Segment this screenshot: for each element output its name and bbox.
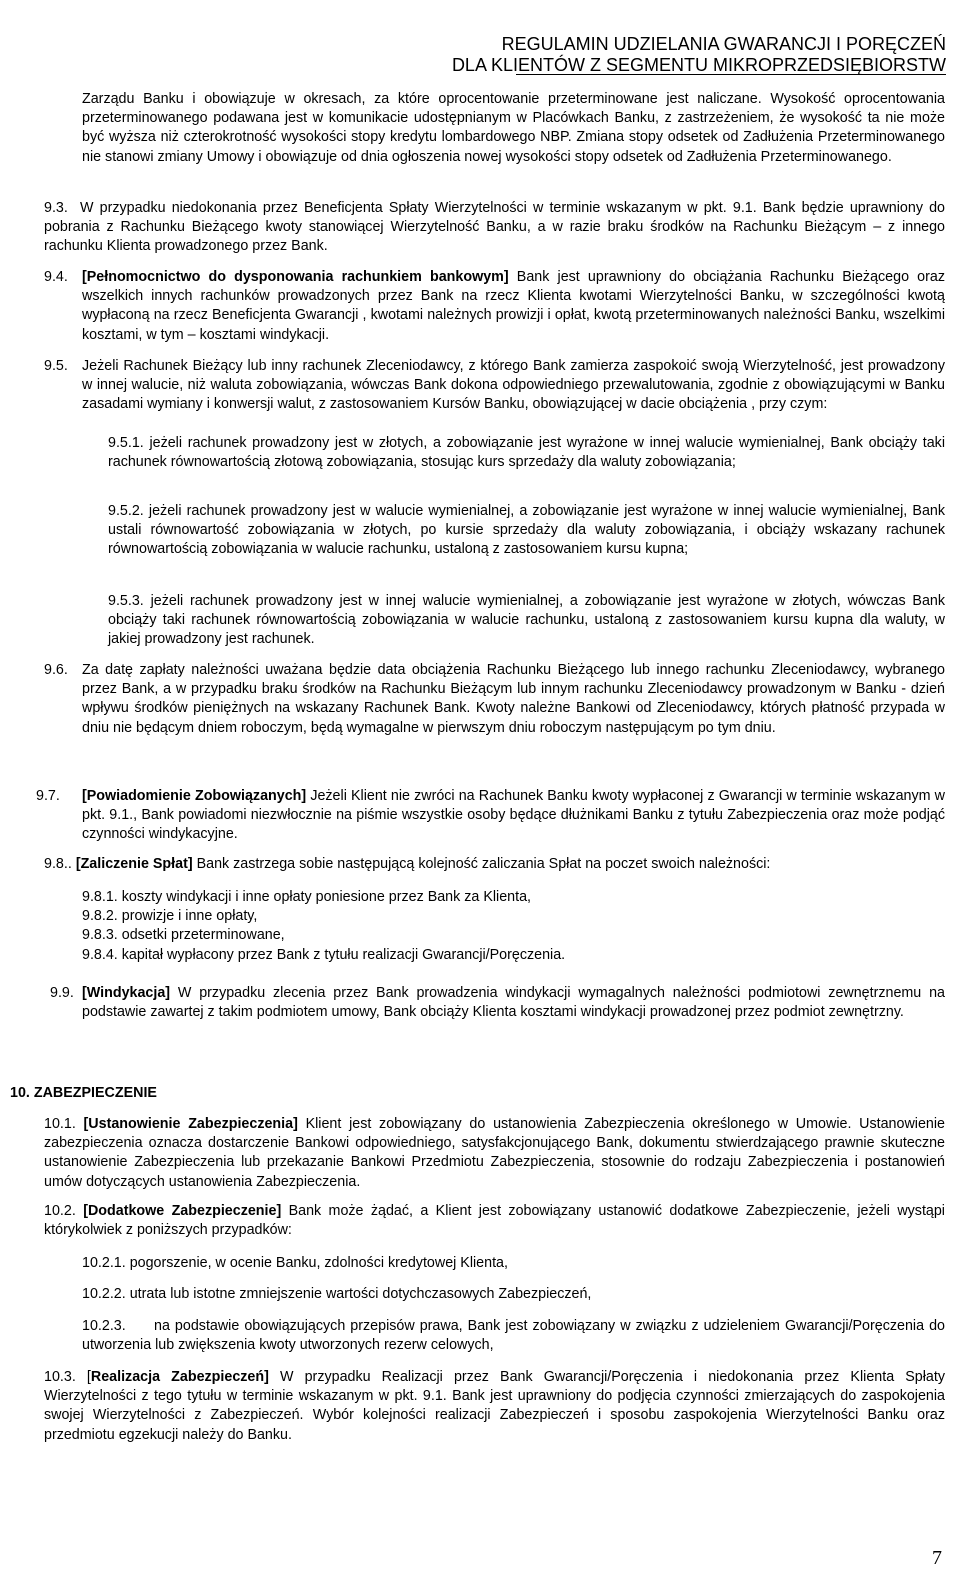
section-number: 9.3.	[44, 200, 68, 216]
subsection-number: 9.5.3.	[108, 593, 144, 609]
section-9-9	[50, 984, 945, 1022]
list-item-text: na podstawie obowiązujących przepisów prawa, Bank jest zobowiązany w związku z udzieleniem Gwarancji/Poręczenia do utworzenia lub zwiększenia kwoty utworzonych rezerw celowych,	[82, 1318, 945, 1354]
section-text: Bank jest uprawniony do obciążania Rachunku Bieżącego oraz wszelkich innych rachunków prowadzonych przez Bank na rzecz Klienta kwotami Wierzytelności Banku, w szczególności kwotą wypłaconą na rzecz Beneficjenta Gwarancji , kwotami należnych prowizji i opłat, kwotą przeterminowanych należności Banku, wszelkimi kosztami, w tym – kosztami windykacji.	[82, 269, 945, 343]
section-10-1	[44, 1115, 945, 1192]
section-9-8	[44, 855, 945, 874]
section-text: Jeżeli Rachunek Bieżący lub inny rachunek Zleceniodawcy, z którego Bank zamierza zaspokoić swoją Wierzytelność, jest prowadzony w innej walucie, niż waluta zobowiązania, wówczas Bank dokona odpowiedniego przewalutowania, zgodnie z obowiązującymi w Banku zasadami wymiany i konwersji walut, z zastosowaniem Kursów Banku, obowiązującej w dacie obciążenia , przy czym:	[82, 358, 945, 413]
subsection-9-5-3	[108, 592, 945, 650]
section-9-4	[44, 268, 945, 345]
list-item-number: 10.2.3.	[82, 1318, 126, 1334]
list-item-10-2-3	[82, 1317, 945, 1355]
list-9-8	[82, 888, 922, 965]
subsection-number: 9.5.1.	[108, 435, 144, 451]
section-title: [Powiadomienie Zobowiązanych]	[82, 788, 307, 804]
subsection-9-5-2	[108, 502, 945, 560]
section-9-7	[36, 787, 945, 845]
section-text: W przypadku Realizacji przez Bank Gwarancji/Poręczenia i niedokonania przez Klienta Spłaty Wierzytelności z tego tytułu w terminie wskazanym w pkt. 9.1. Bank jest uprawniony do podjęcia czynności zmierzających do zaspokojenia swojej Wierzytelności z Zabezpieczeń. Wybór kolejności realizacji Zabezpieczeń i sposobu zaspokojenia Wierzytelności Banku oraz przedmiotu egzekucji należy do Banku.	[44, 1369, 945, 1443]
section-number: 10.3. [	[44, 1369, 91, 1385]
section-text: W przypadku niedokonania przez Beneficjenta Spłaty Wierzytelności w terminie wskazanym w pkt. 9.1. Bank będzie uprawniony do pobrania z Rachunku Bieżącego kwoty stanowiącej Wierzytelność Banku, a w razie braku środków na Rachunku Bieżącym – z innego rachunku Klienta prowadzonego przez Bank.	[44, 200, 945, 255]
section-number: 9.4.	[44, 269, 68, 285]
section-9-3	[44, 199, 945, 257]
section-title: [Pełnomocnictwo do dysponowania rachunkiem bankowym]	[82, 269, 509, 285]
section-number: 9.5.	[44, 358, 68, 374]
list-item: 9.8.1. koszty windykacji i inne opłaty poniesione przez Bank za Klienta,	[82, 889, 532, 905]
section-title: [Ustanowienie Zabezpieczenia]	[83, 1116, 298, 1132]
section-number: 10.1.	[44, 1116, 76, 1132]
section-title: [Windykacja]	[82, 985, 171, 1001]
list-item-10-2-1: 10.2.1. pogorszenie, w ocenie Banku, zdolności kredytowej Klienta,	[82, 1255, 508, 1271]
section-text: W przypadku zlecenia przez Bank prowadzenia windykacji wymagalnych należności podmiotowi zewnętrznemu na podstawie zawartej z takim podmiotem umowy, Bank obciąży Klienta kosztami windykacji prowadzonej przez podmiot zewnętrzny.	[82, 985, 945, 1021]
header-title-line1: REGULAMIN UDZIELANIA GWARANCJI I PORĘCZEŃ	[501, 34, 946, 54]
section-number: 10.2.	[44, 1203, 76, 1219]
section-9-5	[44, 357, 945, 415]
list-item: 9.8.2. prowizje i inne opłaty,	[82, 908, 258, 925]
section-text: Bank zastrzega sobie następującą kolejność zaliczania Spłat na poczet swoich należności:	[196, 856, 771, 872]
paragraph-continuation: Zarządu Banku i obowiązuje w okresach, za które oprocentowanie przeterminowane jest naliczane. Wysokość oprocentowania przeterminowanego podawana jest w komunikacie udostępnianym w Placówkach Banku, z zastrzeżeniem, że wysokość ta nie może być wyższa niż czterokrotność wysokości stopy kredytu lombardowego NBP. Zmiana stopy odsetek od Zadłużenia Przeterminowanego nie stanowi zmiany Umowy i obowiązuje od dnia ogłoszenia nowej wysokości stopy odsetek od Zadłużenia Przeterminowanego.	[82, 91, 945, 165]
subsection-number: 9.5.2.	[108, 503, 144, 519]
section-title: [Dodatkowe Zabezpieczenie]	[83, 1203, 282, 1219]
section-text: Klient jest zobowiązany do ustanowienia Zabezpieczenia określonego w Umowie. Ustanowienie zabezpieczenia oznacza dostarczenie Bankowi odpowiedniego, satysfakcjonującego Bank, dokumentu stwierdzającego prawnie skuteczne ustanowienie Zabezpieczenia lub przekazanie Bankowi Przedmiotu Zabezpieczenia, stosownie do rodzaju Zabezpieczenia i postanowień umów dotyczących ustanowienia Zabezpieczenia.	[44, 1116, 945, 1190]
section-10-heading: 10. ZABEZPIECZENIE	[10, 1085, 157, 1101]
list-item: 9.8.4. kapitał wypłacony przez Bank z tytułu realizacji Gwarancji/Poręczenia.	[82, 946, 566, 963]
section-title: Realizacja Zabezpieczeń]	[90, 1369, 269, 1385]
subsection-text: jeżeli rachunek prowadzony jest w złotych, a zobowiązanie jest wyrażone w innej walucie wymienialnej, Bank obciąży taki rachunek równowartością złotową zobowiązania, stosując kurs sprzedaży dla waluty zobowiązania;	[108, 435, 945, 471]
section-10-3	[44, 1368, 945, 1445]
section-title: [Zaliczenie Spłat]	[75, 856, 193, 872]
section-text: Jeżeli Klient nie zwróci na Rachunek Banku kwoty wypłaconej z Gwarancji w terminie wskazanym w pkt. 9.1., Bank powiadomi niezwłocznie na piśmie wszystkie osoby będące dłużnikami Banku z tytułu Zabezpieczenia oraz może podjąć czynności windykacyjne.	[82, 788, 945, 843]
section-10-2	[44, 1202, 945, 1240]
section-number: 9.7.	[36, 788, 60, 804]
subsection-text: jeżeli rachunek prowadzony jest w walucie wymienialnej, a zobowiązanie jest wyrażone w innej walucie wymienialnej, Bank ustali równowartość zobowiązania w złotych, po kursie sprzedaży dla waluty zobowiązania, i obciąży wskazany rachunek równowartością zobowiązania w walucie rachunku, ustaloną z zastosowaniem kursu kupna;	[108, 503, 945, 558]
list-item: 9.8.3. odsetki przeterminowane,	[82, 927, 285, 944]
section-text: Za datę zapłaty należności uważana będzie data obciążenia Rachunku Bieżącego lub innego rachunku Zleceniodawcy, wybranego przez Bank, a w przypadku braku środków na Rachunku Bieżącym lub innym rachunku Zleceniodawcy prowadzonym w Banku - dzień wpływu środków pieniężnych na wskazany Rachunek Bank. Kwoty należne Bankowi od Zleceniodawcy, których płatność przypada w dniu nie będącym dniem roboczym, będą wymagalne w pierwszym dniu roboczym następującym po tym dniu.	[82, 662, 945, 736]
section-number: 9.9.	[50, 985, 74, 1001]
section-number: 9.6.	[44, 662, 68, 678]
document-header	[246, 34, 946, 76]
subsection-9-5-1	[108, 434, 945, 472]
section-number: 9.8..	[44, 856, 72, 872]
header-title-line2: DLA KLIENTÓW Z SEGMENTU MIKROPRZEDSIĘBIORSTW	[246, 55, 946, 76]
subsection-text: jeżeli rachunek prowadzony jest w innej walucie wymienialnej, a zobowiązanie jest wyrażone w złotych, wówczas Bank obciąży taki rachunek równowartością zobowiązania w walucie rachunku, ustaloną z zastosowaniem kursu kupna dla waluty, w jakiej prowadzony jest rachunek.	[108, 593, 945, 648]
page-number: 7	[932, 1546, 942, 1569]
section-text: Bank może żądać, a Klient jest zobowiązany ustanowić dodatkowe Zabezpieczenie, jeżeli wystąpi którykolwiek z poniższych przypadków:	[44, 1203, 945, 1239]
section-9-6	[44, 661, 945, 738]
list-item-10-2-2: 10.2.2. utrata lub istotne zmniejszenie wartości dotychczasowych Zabezpieczeń,	[82, 1286, 592, 1302]
